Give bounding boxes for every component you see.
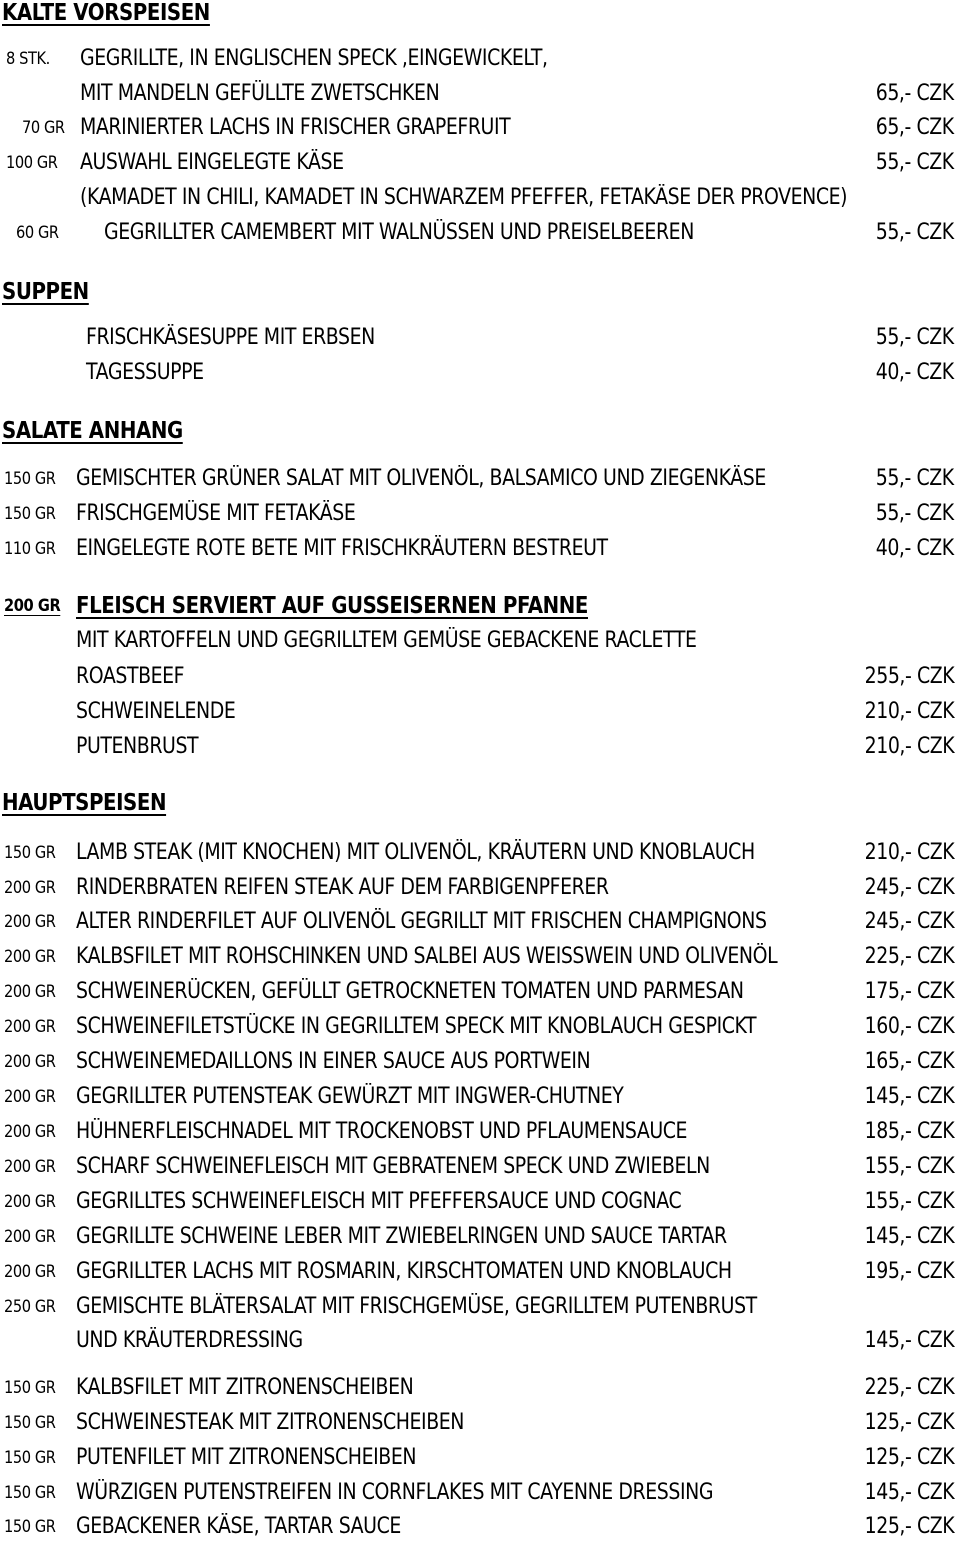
item-price: 245,- CZK	[864, 909, 954, 934]
item-name: MIT MANDELN GEFÜLLTE ZWETSCHKEN	[80, 81, 440, 106]
item-name: FRISCHKÄSESUPPE MIT ERBSEN	[86, 325, 375, 350]
item-name: SCHWEINEMEDAILLONS IN EINER SAUCE AUS PORTWEIN	[76, 1049, 591, 1074]
item-name: FRISCHGEMÜSE MIT FETAKÄSE	[76, 501, 356, 526]
item-price: 210,- CZK	[864, 699, 954, 724]
menu-item	[0, 1406, 960, 1440]
item-weight: 150 GR	[4, 1448, 56, 1468]
item-price: 55,- CZK	[875, 220, 954, 245]
menu-item	[0, 1476, 960, 1510]
item-price: 145,- CZK	[864, 1224, 954, 1249]
menu-item	[0, 940, 960, 974]
section-title: KALTE VORSPEISEN	[2, 0, 210, 26]
item-weight: 200 GR	[4, 1227, 56, 1247]
menu-item	[0, 216, 960, 250]
item-weight: 250 GR	[4, 1297, 56, 1317]
item-weight: 200 GR	[4, 1192, 56, 1212]
menu-item	[0, 836, 960, 870]
item-weight: 200 GR	[4, 1087, 56, 1107]
item-name: UND KRÄUTERDRESSING	[76, 1328, 303, 1353]
item-name: EINGELEGTE ROTE BETE MIT FRISCHKRÄUTERN BESTREUT	[76, 536, 608, 561]
item-price: 125,- CZK	[864, 1514, 954, 1539]
item-price: 55,- CZK	[875, 501, 954, 526]
menu-item	[0, 42, 960, 76]
item-weight: 200 GR	[4, 982, 56, 1002]
item-name: GEMISCHTER GRÜNER SALAT MIT OLIVENÖL, BALSAMICO UND ZIEGENKÄSE	[76, 466, 766, 491]
menu-item	[0, 181, 960, 215]
item-weight: 150 GR	[4, 843, 56, 863]
menu-item	[0, 1371, 960, 1405]
menu-item	[0, 532, 960, 566]
menu-item	[0, 871, 960, 905]
menu-item	[0, 1324, 960, 1358]
item-weight: 200 GR	[4, 1052, 56, 1072]
item-weight: 70 GR	[22, 118, 65, 138]
section-fleisch	[0, 589, 960, 623]
item-price: 125,- CZK	[864, 1445, 954, 1470]
menu-item	[0, 146, 960, 180]
item-weight: 8 STK.	[6, 49, 50, 69]
item-weight: 200 GR	[4, 1122, 56, 1142]
menu-item	[0, 905, 960, 939]
section-kalte-vorspeisen	[0, 0, 960, 30]
menu-item	[0, 695, 960, 729]
menu-item	[0, 1080, 960, 1114]
menu-item	[0, 1441, 960, 1475]
section-subtitle-row	[0, 624, 960, 658]
item-weight: 150 GR	[4, 469, 56, 489]
item-weight: 100 GR	[6, 153, 58, 173]
item-name: SCHARF SCHWEINEFLEISCH MIT GEBRATENEM SPECK UND ZWIEBELN	[76, 1154, 710, 1179]
item-price: 55,- CZK	[875, 325, 954, 350]
item-weight: 200 GR	[4, 1157, 56, 1177]
menu-item	[0, 77, 960, 111]
item-price: 65,- CZK	[875, 81, 954, 106]
item-price: 225,- CZK	[864, 944, 954, 969]
item-weight: 200 GR	[4, 947, 56, 967]
item-weight: 150 GR	[4, 504, 56, 524]
section-title: FLEISCH SERVIERT AUF GUSSEISERNEN PFANNE	[76, 593, 588, 619]
item-weight: 150 GR	[4, 1483, 56, 1503]
item-price: 155,- CZK	[864, 1154, 954, 1179]
item-name: PUTENBRUST	[76, 734, 199, 759]
item-price: 55,- CZK	[875, 466, 954, 491]
section-title: HAUPTSPEISEN	[2, 790, 167, 816]
item-name: GEGRILLTE SCHWEINE LEBER MIT ZWIEBELRINGEN UND SAUCE TARTAR	[76, 1224, 727, 1249]
item-price: 65,- CZK	[875, 115, 954, 140]
item-name: ROASTBEEF	[76, 664, 185, 689]
item-weight: 200 GR	[4, 1017, 56, 1037]
item-price: 125,- CZK	[864, 1410, 954, 1435]
menu-item	[0, 111, 960, 145]
item-weight: 200 GR	[4, 878, 56, 898]
item-price: 225,- CZK	[864, 1375, 954, 1400]
item-price: 155,- CZK	[864, 1189, 954, 1214]
item-weight: 110 GR	[4, 539, 56, 559]
item-name: KALBSFILET MIT ZITRONENSCHEIBEN	[76, 1375, 414, 1400]
item-price: 145,- CZK	[864, 1328, 954, 1353]
item-name: ALTER RINDERFILET AUF OLIVENÖL GEGRILLT MIT FRISCHEN CHAMPIGNONS	[76, 909, 767, 934]
section-suppen	[0, 275, 960, 309]
item-name: GEBACKENER KÄSE, TARTAR SAUCE	[76, 1514, 401, 1539]
menu-item	[0, 730, 960, 764]
item-weight: 150 GR	[4, 1413, 56, 1433]
menu-item	[0, 1010, 960, 1044]
section-hauptspeisen	[0, 786, 960, 820]
menu-item	[0, 1150, 960, 1184]
item-name: KALBSFILET MIT ROHSCHINKEN UND SALBEI AUS WEISSWEIN UND OLIVENÖL	[76, 944, 778, 969]
item-name: AUSWAHL EINGELEGTE KÄSE	[80, 150, 344, 175]
item-name: (KAMADET IN CHILI, KAMADET IN SCHWARZEM PFEFFER, FETAKÄSE DER PROVENCE)	[80, 185, 848, 210]
menu-item	[0, 975, 960, 1009]
item-name: WÜRZIGEN PUTENSTREIFEN IN CORNFLAKES MIT CAYENNE DRESSING	[76, 1480, 714, 1505]
item-price: 40,- CZK	[875, 360, 954, 385]
item-name: GEMISCHTE BLÄTERSALAT MIT FRISCHGEMÜSE, GEGRILLTEM PUTENBRUST	[76, 1294, 757, 1319]
item-price: 55,- CZK	[875, 150, 954, 175]
menu-item	[0, 1185, 960, 1219]
item-price: 245,- CZK	[864, 875, 954, 900]
item-name: LAMB STEAK (MIT KNOCHEN) MIT OLIVENÖL, KRÄUTERN UND KNOBLAUCH	[76, 840, 755, 865]
menu-item	[0, 660, 960, 694]
item-name: RINDERBRATEN REIFEN STEAK AUF DEM FARBIGENPFERER	[76, 875, 609, 900]
item-weight: 150 GR	[4, 1378, 56, 1398]
item-name: GEGRILLTE, IN ENGLISCHEN SPECK ,EINGEWICKELT,	[80, 46, 548, 71]
item-price: 210,- CZK	[864, 840, 954, 865]
item-name: SCHWEINESTEAK MIT ZITRONENSCHEIBEN	[76, 1410, 465, 1435]
item-weight: 200 GR	[4, 1262, 56, 1282]
menu-item	[0, 1045, 960, 1079]
section-subtitle: MIT KARTOFFELN UND GEGRILLTEM GEMÜSE GEBACKENE RACLETTE	[76, 628, 697, 653]
item-price: 165,- CZK	[864, 1049, 954, 1074]
item-name: GEGRILLTER PUTENSTEAK GEWÜRZT MIT INGWER-CHUTNEY	[76, 1084, 624, 1109]
item-price: 210,- CZK	[864, 734, 954, 759]
item-weight: 200 GR	[4, 912, 56, 932]
menu-item	[0, 1220, 960, 1254]
item-price: 145,- CZK	[864, 1480, 954, 1505]
menu-item	[0, 1510, 960, 1544]
item-price: 175,- CZK	[864, 979, 954, 1004]
menu-item	[0, 497, 960, 531]
item-name: SCHWEINEFILETSTÜCKE IN GEGRILLTEM SPECK MIT KNOBLAUCH GESPICKT	[76, 1014, 757, 1039]
menu-item	[0, 1255, 960, 1289]
item-price: 40,- CZK	[875, 536, 954, 561]
item-name: GEGRILLTER CAMEMBERT MIT WALNÜSSEN UND PREISELBEEREN	[104, 220, 694, 245]
section-weight: 200 GR	[4, 596, 61, 616]
section-title: SUPPEN	[2, 279, 89, 305]
item-name: MARINIERTER LACHS IN FRISCHER GRAPEFRUIT	[80, 115, 511, 140]
item-price: 255,- CZK	[864, 664, 954, 689]
section-title: SALATE ANHANG	[2, 418, 183, 444]
item-name: TAGESSUPPE	[86, 360, 204, 385]
item-name: GEGRILLTES SCHWEINEFLEISCH MIT PFEFFERSAUCE UND COGNAC	[76, 1189, 682, 1214]
item-name: GEGRILLTER LACHS MIT ROSMARIN, KIRSCHTOMATEN UND KNOBLAUCH	[76, 1259, 732, 1284]
item-name: SCHWEINELENDE	[76, 699, 236, 724]
menu-item	[0, 321, 960, 355]
item-price: 160,- CZK	[864, 1014, 954, 1039]
item-name: SCHWEINERÜCKEN, GEFÜLLT GETROCKNETEN TOMATEN UND PARMESAN	[76, 979, 744, 1004]
section-salate	[0, 414, 960, 448]
item-price: 195,- CZK	[864, 1259, 954, 1284]
item-weight: 150 GR	[4, 1517, 56, 1537]
menu-item	[0, 462, 960, 496]
item-weight: 60 GR	[16, 223, 59, 243]
item-name: HÜHNERFLEISCHNADEL MIT TROCKENOBST UND PFLAUMENSAUCE	[76, 1119, 688, 1144]
menu-item	[0, 356, 960, 390]
menu-item	[0, 1115, 960, 1149]
item-price: 145,- CZK	[864, 1084, 954, 1109]
item-price: 185,- CZK	[864, 1119, 954, 1144]
menu-item	[0, 1290, 960, 1324]
item-name: PUTENFILET MIT ZITRONENSCHEIBEN	[76, 1445, 417, 1470]
